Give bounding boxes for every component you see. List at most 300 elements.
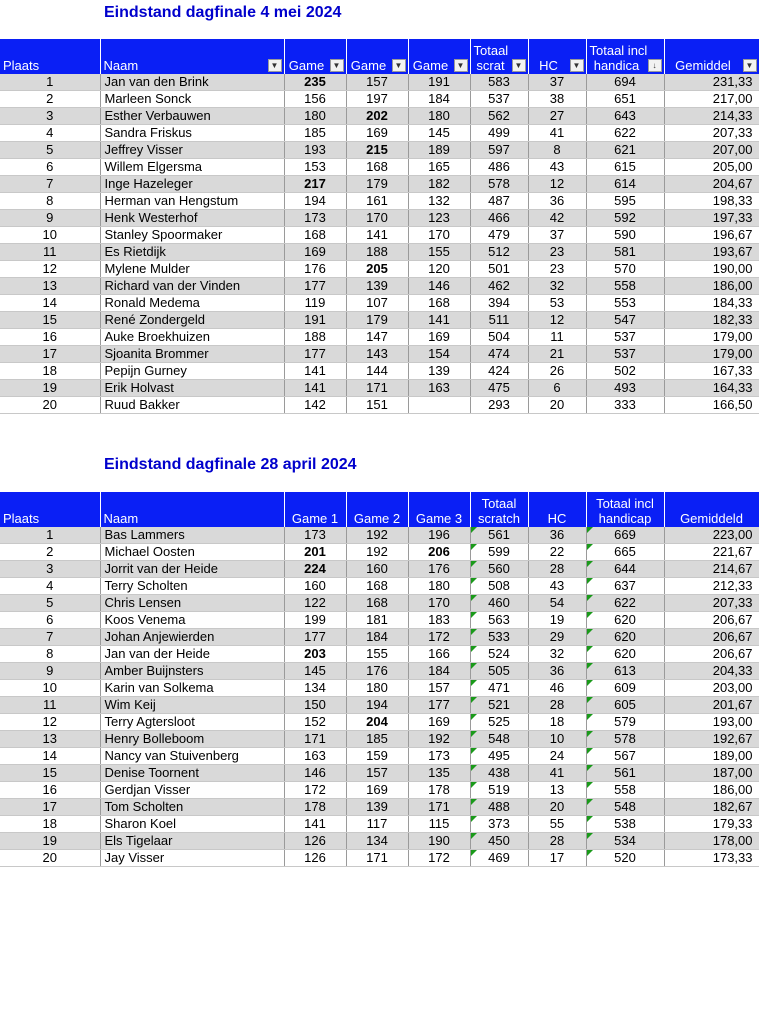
cell-totaal-handicap[interactable]: 578 (586, 731, 664, 748)
cell-game2[interactable]: 176 (346, 663, 408, 680)
cell-naam[interactable]: Es Rietdijk (100, 244, 284, 261)
cell-totaal-handicap[interactable]: 581 (586, 244, 664, 261)
cell-game2[interactable]: 139 (346, 799, 408, 816)
cell-gemiddeld[interactable]: 206,67 (664, 629, 759, 646)
cell-game1[interactable]: 203 (284, 646, 346, 663)
cell-game2[interactable]: 151 (346, 397, 408, 414)
cell-hc[interactable]: 23 (528, 261, 586, 278)
cell-game2[interactable]: 188 (346, 244, 408, 261)
cell-hc[interactable]: 55 (528, 816, 586, 833)
cell-plaats[interactable]: 9 (0, 663, 100, 680)
dropdown-arrow-icon[interactable]: ▼ (330, 59, 344, 72)
cell-plaats[interactable]: 18 (0, 816, 100, 833)
cell-hc[interactable]: 42 (528, 210, 586, 227)
cell-plaats[interactable]: 5 (0, 595, 100, 612)
cell-totaal-scratch[interactable]: 373 (470, 816, 528, 833)
cell-game3[interactable]: 132 (408, 193, 470, 210)
cell-hc[interactable]: 19 (528, 612, 586, 629)
cell-naam[interactable]: Sjoanita Brommer (100, 346, 284, 363)
cell-game1[interactable]: 163 (284, 748, 346, 765)
cell-gemiddeld[interactable]: 179,00 (664, 329, 759, 346)
cell-totaal-scratch[interactable]: 521 (470, 697, 528, 714)
cell-plaats[interactable]: 6 (0, 612, 100, 629)
cell-naam[interactable]: Henk Westerhof (100, 210, 284, 227)
cell-totaal-scratch[interactable]: 486 (470, 159, 528, 176)
cell-game1[interactable]: 199 (284, 612, 346, 629)
cell-hc[interactable]: 8 (528, 142, 586, 159)
cell-totaal-scratch[interactable]: 504 (470, 329, 528, 346)
cell-game3[interactable]: 169 (408, 714, 470, 731)
cell-game2[interactable]: 147 (346, 329, 408, 346)
cell-plaats[interactable]: 1 (0, 527, 100, 544)
col-header-naam[interactable]: Naam ▼ (100, 39, 284, 74)
cell-gemiddeld[interactable]: 182,33 (664, 312, 759, 329)
cell-totaal-handicap[interactable]: 614 (586, 176, 664, 193)
cell-game2[interactable]: 168 (346, 159, 408, 176)
cell-gemiddeld[interactable]: 197,33 (664, 210, 759, 227)
cell-hc[interactable]: 10 (528, 731, 586, 748)
cell-game2[interactable]: 171 (346, 850, 408, 867)
cell-game3[interactable]: 169 (408, 329, 470, 346)
cell-totaal-handicap[interactable]: 615 (586, 159, 664, 176)
cell-hc[interactable]: 36 (528, 193, 586, 210)
cell-totaal-scratch[interactable]: 519 (470, 782, 528, 799)
cell-game1[interactable]: 177 (284, 346, 346, 363)
cell-gemiddeld[interactable]: 182,67 (664, 799, 759, 816)
cell-totaal-scratch[interactable]: 469 (470, 850, 528, 867)
cell-gemiddeld[interactable]: 206,67 (664, 612, 759, 629)
cell-hc[interactable]: 27 (528, 108, 586, 125)
cell-totaal-handicap[interactable]: 609 (586, 680, 664, 697)
cell-totaal-handicap[interactable]: 534 (586, 833, 664, 850)
cell-gemiddeld[interactable]: 231,33 (664, 74, 759, 91)
cell-hc[interactable]: 43 (528, 159, 586, 176)
cell-game1[interactable]: 185 (284, 125, 346, 142)
cell-gemiddeld[interactable]: 190,00 (664, 261, 759, 278)
cell-naam[interactable]: Jeffrey Visser (100, 142, 284, 159)
cell-hc[interactable]: 37 (528, 74, 586, 91)
cell-gemiddeld[interactable]: 217,00 (664, 91, 759, 108)
cell-hc[interactable]: 17 (528, 850, 586, 867)
cell-gemiddeld[interactable]: 207,33 (664, 125, 759, 142)
cell-hc[interactable]: 36 (528, 663, 586, 680)
cell-hc[interactable]: 23 (528, 244, 586, 261)
cell-naam[interactable]: Terry Scholten (100, 578, 284, 595)
cell-game2[interactable]: 184 (346, 629, 408, 646)
cell-totaal-handicap[interactable]: 333 (586, 397, 664, 414)
cell-totaal-scratch[interactable]: 438 (470, 765, 528, 782)
cell-hc[interactable]: 38 (528, 91, 586, 108)
cell-game1[interactable]: 146 (284, 765, 346, 782)
cell-totaal-scratch[interactable]: 508 (470, 578, 528, 595)
cell-totaal-handicap[interactable]: 620 (586, 612, 664, 629)
cell-gemiddeld[interactable]: 186,00 (664, 782, 759, 799)
cell-totaal-handicap[interactable]: 643 (586, 108, 664, 125)
cell-game3[interactable]: 172 (408, 629, 470, 646)
cell-game2[interactable]: 169 (346, 125, 408, 142)
cell-totaal-scratch[interactable]: 512 (470, 244, 528, 261)
cell-gemiddeld[interactable]: 179,00 (664, 346, 759, 363)
cell-plaats[interactable]: 8 (0, 193, 100, 210)
cell-game1[interactable]: 173 (284, 527, 346, 544)
cell-gemiddeld[interactable]: 166,50 (664, 397, 759, 414)
cell-hc[interactable]: 11 (528, 329, 586, 346)
cell-game1[interactable]: 171 (284, 731, 346, 748)
cell-game2[interactable]: 170 (346, 210, 408, 227)
dropdown-arrow-icon[interactable]: ▼ (743, 59, 757, 72)
cell-game2[interactable]: 171 (346, 380, 408, 397)
cell-plaats[interactable]: 15 (0, 765, 100, 782)
cell-totaal-scratch[interactable]: 537 (470, 91, 528, 108)
cell-totaal-scratch[interactable]: 466 (470, 210, 528, 227)
cell-naam[interactable]: Inge Hazeleger (100, 176, 284, 193)
cell-game3[interactable]: 178 (408, 782, 470, 799)
cell-totaal-scratch[interactable]: 562 (470, 108, 528, 125)
cell-game2[interactable]: 192 (346, 527, 408, 544)
cell-naam[interactable]: René Zondergeld (100, 312, 284, 329)
cell-totaal-handicap[interactable]: 537 (586, 346, 664, 363)
cell-naam[interactable]: Henry Bolleboom (100, 731, 284, 748)
cell-totaal-handicap[interactable]: 622 (586, 595, 664, 612)
cell-game1[interactable]: 177 (284, 278, 346, 295)
cell-game1[interactable]: 153 (284, 159, 346, 176)
cell-totaal-handicap[interactable]: 665 (586, 544, 664, 561)
cell-game3[interactable]: 206 (408, 544, 470, 561)
cell-totaal-scratch[interactable]: 488 (470, 799, 528, 816)
cell-game3[interactable]: 168 (408, 295, 470, 312)
dropdown-arrow-icon[interactable]: ▼ (512, 59, 526, 72)
cell-naam[interactable]: Auke Broekhuizen (100, 329, 284, 346)
cell-gemiddeld[interactable]: 193,67 (664, 244, 759, 261)
cell-plaats[interactable]: 12 (0, 714, 100, 731)
cell-game1[interactable]: 217 (284, 176, 346, 193)
cell-game2[interactable]: 161 (346, 193, 408, 210)
cell-game1[interactable]: 177 (284, 629, 346, 646)
cell-game2[interactable]: 204 (346, 714, 408, 731)
cell-totaal-scratch[interactable]: 578 (470, 176, 528, 193)
cell-game3[interactable]: 182 (408, 176, 470, 193)
cell-totaal-scratch[interactable]: 560 (470, 561, 528, 578)
cell-game3[interactable]: 184 (408, 91, 470, 108)
col-header-totaal-handicap[interactable]: Totaal incl handica ↓ (586, 39, 664, 74)
cell-totaal-scratch[interactable]: 394 (470, 295, 528, 312)
cell-naam[interactable]: Willem Elgersma (100, 159, 284, 176)
cell-hc[interactable]: 21 (528, 346, 586, 363)
cell-totaal-handicap[interactable]: 502 (586, 363, 664, 380)
cell-plaats[interactable]: 10 (0, 680, 100, 697)
cell-plaats[interactable]: 6 (0, 159, 100, 176)
cell-totaal-scratch[interactable]: 583 (470, 74, 528, 91)
cell-totaal-handicap[interactable]: 538 (586, 816, 664, 833)
cell-naam[interactable]: Ronald Medema (100, 295, 284, 312)
cell-gemiddeld[interactable]: 178,00 (664, 833, 759, 850)
cell-plaats[interactable]: 7 (0, 629, 100, 646)
cell-game1[interactable]: 235 (284, 74, 346, 91)
cell-gemiddeld[interactable]: 192,67 (664, 731, 759, 748)
cell-gemiddeld[interactable]: 203,00 (664, 680, 759, 697)
cell-hc[interactable]: 26 (528, 363, 586, 380)
cell-game1[interactable]: 119 (284, 295, 346, 312)
cell-hc[interactable]: 12 (528, 312, 586, 329)
cell-totaal-scratch[interactable]: 479 (470, 227, 528, 244)
cell-game3[interactable]: 190 (408, 833, 470, 850)
cell-game3[interactable]: 196 (408, 527, 470, 544)
cell-totaal-scratch[interactable]: 599 (470, 544, 528, 561)
cell-totaal-handicap[interactable]: 595 (586, 193, 664, 210)
cell-plaats[interactable]: 18 (0, 363, 100, 380)
cell-plaats[interactable]: 5 (0, 142, 100, 159)
cell-plaats[interactable]: 11 (0, 697, 100, 714)
cell-game3[interactable]: 172 (408, 850, 470, 867)
cell-game1[interactable]: 160 (284, 578, 346, 595)
cell-game2[interactable]: 215 (346, 142, 408, 159)
cell-gemiddeld[interactable]: 214,67 (664, 561, 759, 578)
cell-hc[interactable]: 46 (528, 680, 586, 697)
cell-game1[interactable]: 152 (284, 714, 346, 731)
cell-totaal-handicap[interactable]: 547 (586, 312, 664, 329)
cell-plaats[interactable]: 7 (0, 176, 100, 193)
cell-hc[interactable]: 43 (528, 578, 586, 595)
cell-hc[interactable]: 18 (528, 714, 586, 731)
cell-game3[interactable]: 166 (408, 646, 470, 663)
cell-naam[interactable]: Amber Buijnsters (100, 663, 284, 680)
cell-gemiddeld[interactable]: 206,67 (664, 646, 759, 663)
cell-game2[interactable]: 157 (346, 74, 408, 91)
cell-plaats[interactable]: 14 (0, 748, 100, 765)
cell-gemiddeld[interactable]: 207,00 (664, 142, 759, 159)
cell-gemiddeld[interactable]: 167,33 (664, 363, 759, 380)
cell-game2[interactable]: 139 (346, 278, 408, 295)
cell-game1[interactable]: 193 (284, 142, 346, 159)
cell-gemiddeld[interactable]: 204,33 (664, 663, 759, 680)
cell-totaal-scratch[interactable]: 548 (470, 731, 528, 748)
cell-game3[interactable]: 180 (408, 578, 470, 595)
col-header-totaal-scratch[interactable]: Totaal scrat ▼ (470, 39, 528, 74)
sort-descending-icon[interactable]: ↓ (648, 59, 662, 72)
cell-totaal-scratch[interactable]: 474 (470, 346, 528, 363)
cell-totaal-handicap[interactable]: 561 (586, 765, 664, 782)
cell-game3[interactable]: 165 (408, 159, 470, 176)
cell-totaal-handicap[interactable]: 605 (586, 697, 664, 714)
cell-plaats[interactable]: 13 (0, 278, 100, 295)
cell-game2[interactable]: 168 (346, 595, 408, 612)
cell-naam[interactable]: Johan Anjewierden (100, 629, 284, 646)
cell-gemiddeld[interactable]: 187,00 (664, 765, 759, 782)
cell-hc[interactable]: 32 (528, 646, 586, 663)
cell-hc[interactable]: 41 (528, 125, 586, 142)
cell-gemiddeld[interactable]: 184,33 (664, 295, 759, 312)
cell-naam[interactable]: Marleen Sonck (100, 91, 284, 108)
cell-game2[interactable]: 143 (346, 346, 408, 363)
cell-naam[interactable]: Bas Lammers (100, 527, 284, 544)
cell-game2[interactable]: 185 (346, 731, 408, 748)
cell-game2[interactable]: 194 (346, 697, 408, 714)
dropdown-arrow-icon[interactable]: ▼ (392, 59, 406, 72)
cell-naam[interactable]: Els Tigelaar (100, 833, 284, 850)
cell-totaal-scratch[interactable]: 524 (470, 646, 528, 663)
cell-game3[interactable]: 146 (408, 278, 470, 295)
cell-game3[interactable] (408, 397, 470, 414)
cell-game3[interactable]: 135 (408, 765, 470, 782)
cell-totaal-scratch[interactable]: 561 (470, 527, 528, 544)
cell-totaal-scratch[interactable]: 505 (470, 663, 528, 680)
cell-gemiddeld[interactable]: 164,33 (664, 380, 759, 397)
cell-plaats[interactable]: 1 (0, 74, 100, 91)
cell-totaal-handicap[interactable]: 558 (586, 278, 664, 295)
cell-gemiddeld[interactable]: 212,33 (664, 578, 759, 595)
cell-totaal-handicap[interactable]: 548 (586, 799, 664, 816)
cell-naam[interactable]: Jay Visser (100, 850, 284, 867)
cell-naam[interactable]: Herman van Hengstum (100, 193, 284, 210)
cell-game2[interactable]: 202 (346, 108, 408, 125)
cell-game1[interactable]: 173 (284, 210, 346, 227)
cell-totaal-handicap[interactable]: 592 (586, 210, 664, 227)
cell-totaal-handicap[interactable]: 669 (586, 527, 664, 544)
col-header-game3[interactable]: Game ▼ (408, 39, 470, 74)
cell-plaats[interactable]: 11 (0, 244, 100, 261)
cell-naam[interactable]: Richard van der Vinden (100, 278, 284, 295)
cell-plaats[interactable]: 16 (0, 329, 100, 346)
cell-naam[interactable]: Wim Keij (100, 697, 284, 714)
cell-totaal-handicap[interactable]: 570 (586, 261, 664, 278)
cell-totaal-scratch[interactable]: 293 (470, 397, 528, 414)
cell-plaats[interactable]: 2 (0, 91, 100, 108)
cell-game3[interactable]: 115 (408, 816, 470, 833)
cell-game1[interactable]: 188 (284, 329, 346, 346)
cell-hc[interactable]: 24 (528, 748, 586, 765)
cell-game1[interactable]: 150 (284, 697, 346, 714)
cell-plaats[interactable]: 20 (0, 850, 100, 867)
cell-plaats[interactable]: 9 (0, 210, 100, 227)
cell-plaats[interactable]: 3 (0, 108, 100, 125)
cell-game3[interactable]: 173 (408, 748, 470, 765)
cell-gemiddeld[interactable]: 189,00 (664, 748, 759, 765)
cell-totaal-handicap[interactable]: 567 (586, 748, 664, 765)
cell-game2[interactable]: 181 (346, 612, 408, 629)
cell-plaats[interactable]: 15 (0, 312, 100, 329)
cell-game3[interactable]: 170 (408, 595, 470, 612)
cell-naam[interactable]: Sandra Friskus (100, 125, 284, 142)
cell-game3[interactable]: 141 (408, 312, 470, 329)
cell-naam[interactable]: Jan van der Heide (100, 646, 284, 663)
cell-naam[interactable]: Stanley Spoormaker (100, 227, 284, 244)
cell-game1[interactable]: 142 (284, 397, 346, 414)
cell-game1[interactable]: 122 (284, 595, 346, 612)
cell-game3[interactable]: 123 (408, 210, 470, 227)
cell-game2[interactable]: 159 (346, 748, 408, 765)
cell-totaal-scratch[interactable]: 511 (470, 312, 528, 329)
cell-game1[interactable]: 126 (284, 833, 346, 850)
cell-game2[interactable]: 179 (346, 312, 408, 329)
cell-game1[interactable]: 172 (284, 782, 346, 799)
cell-plaats[interactable]: 4 (0, 125, 100, 142)
cell-hc[interactable]: 28 (528, 833, 586, 850)
cell-hc[interactable]: 20 (528, 799, 586, 816)
cell-hc[interactable]: 28 (528, 561, 586, 578)
cell-hc[interactable]: 6 (528, 380, 586, 397)
cell-naam[interactable]: Chris Lensen (100, 595, 284, 612)
cell-totaal-handicap[interactable]: 579 (586, 714, 664, 731)
cell-game3[interactable]: 184 (408, 663, 470, 680)
cell-gemiddeld[interactable]: 207,33 (664, 595, 759, 612)
cell-plaats[interactable]: 20 (0, 397, 100, 414)
cell-hc[interactable]: 36 (528, 527, 586, 544)
cell-game2[interactable]: 197 (346, 91, 408, 108)
cell-plaats[interactable]: 8 (0, 646, 100, 663)
cell-naam[interactable]: Gerdjan Visser (100, 782, 284, 799)
cell-plaats[interactable]: 4 (0, 578, 100, 595)
cell-gemiddeld[interactable]: 179,33 (664, 816, 759, 833)
cell-hc[interactable]: 32 (528, 278, 586, 295)
cell-game1[interactable]: 176 (284, 261, 346, 278)
cell-game3[interactable]: 191 (408, 74, 470, 91)
cell-hc[interactable]: 20 (528, 397, 586, 414)
cell-game1[interactable]: 141 (284, 363, 346, 380)
col-header-game1[interactable]: Game ▼ (284, 39, 346, 74)
cell-game1[interactable]: 169 (284, 244, 346, 261)
dropdown-arrow-icon[interactable]: ▼ (454, 59, 468, 72)
cell-game2[interactable]: 160 (346, 561, 408, 578)
cell-gemiddeld[interactable]: 221,67 (664, 544, 759, 561)
cell-totaal-scratch[interactable]: 462 (470, 278, 528, 295)
cell-gemiddeld[interactable]: 186,00 (664, 278, 759, 295)
cell-game1[interactable]: 168 (284, 227, 346, 244)
cell-plaats[interactable]: 19 (0, 380, 100, 397)
cell-naam[interactable]: Pepijn Gurney (100, 363, 284, 380)
cell-totaal-scratch[interactable]: 597 (470, 142, 528, 159)
cell-totaal-handicap[interactable]: 620 (586, 629, 664, 646)
col-header-hc[interactable]: HC ▼ (528, 39, 586, 74)
cell-plaats[interactable]: 2 (0, 544, 100, 561)
cell-totaal-handicap[interactable]: 637 (586, 578, 664, 595)
cell-game2[interactable]: 168 (346, 578, 408, 595)
cell-plaats[interactable]: 13 (0, 731, 100, 748)
cell-gemiddeld[interactable]: 205,00 (664, 159, 759, 176)
cell-totaal-handicap[interactable]: 651 (586, 91, 664, 108)
cell-game3[interactable]: 176 (408, 561, 470, 578)
cell-naam[interactable]: Koos Venema (100, 612, 284, 629)
cell-totaal-scratch[interactable]: 450 (470, 833, 528, 850)
cell-totaal-handicap[interactable]: 537 (586, 329, 664, 346)
cell-game3[interactable]: 180 (408, 108, 470, 125)
cell-hc[interactable]: 37 (528, 227, 586, 244)
cell-game3[interactable]: 145 (408, 125, 470, 142)
cell-game3[interactable]: 170 (408, 227, 470, 244)
cell-naam[interactable]: Denise Toornent (100, 765, 284, 782)
cell-hc[interactable]: 29 (528, 629, 586, 646)
cell-game1[interactable]: 178 (284, 799, 346, 816)
cell-totaal-scratch[interactable]: 501 (470, 261, 528, 278)
cell-totaal-handicap[interactable]: 644 (586, 561, 664, 578)
cell-hc[interactable]: 12 (528, 176, 586, 193)
cell-game2[interactable]: 205 (346, 261, 408, 278)
cell-game3[interactable]: 171 (408, 799, 470, 816)
cell-naam[interactable]: Sharon Koel (100, 816, 284, 833)
cell-naam[interactable]: Jorrit van der Heide (100, 561, 284, 578)
cell-naam[interactable]: Ruud Bakker (100, 397, 284, 414)
cell-game2[interactable]: 141 (346, 227, 408, 244)
cell-plaats[interactable]: 19 (0, 833, 100, 850)
cell-game1[interactable]: 134 (284, 680, 346, 697)
cell-gemiddeld[interactable]: 193,00 (664, 714, 759, 731)
cell-totaal-scratch[interactable]: 499 (470, 125, 528, 142)
cell-hc[interactable]: 28 (528, 697, 586, 714)
cell-gemiddeld[interactable]: 214,33 (664, 108, 759, 125)
cell-hc[interactable]: 41 (528, 765, 586, 782)
cell-game3[interactable]: 183 (408, 612, 470, 629)
cell-game3[interactable]: 177 (408, 697, 470, 714)
cell-hc[interactable]: 53 (528, 295, 586, 312)
